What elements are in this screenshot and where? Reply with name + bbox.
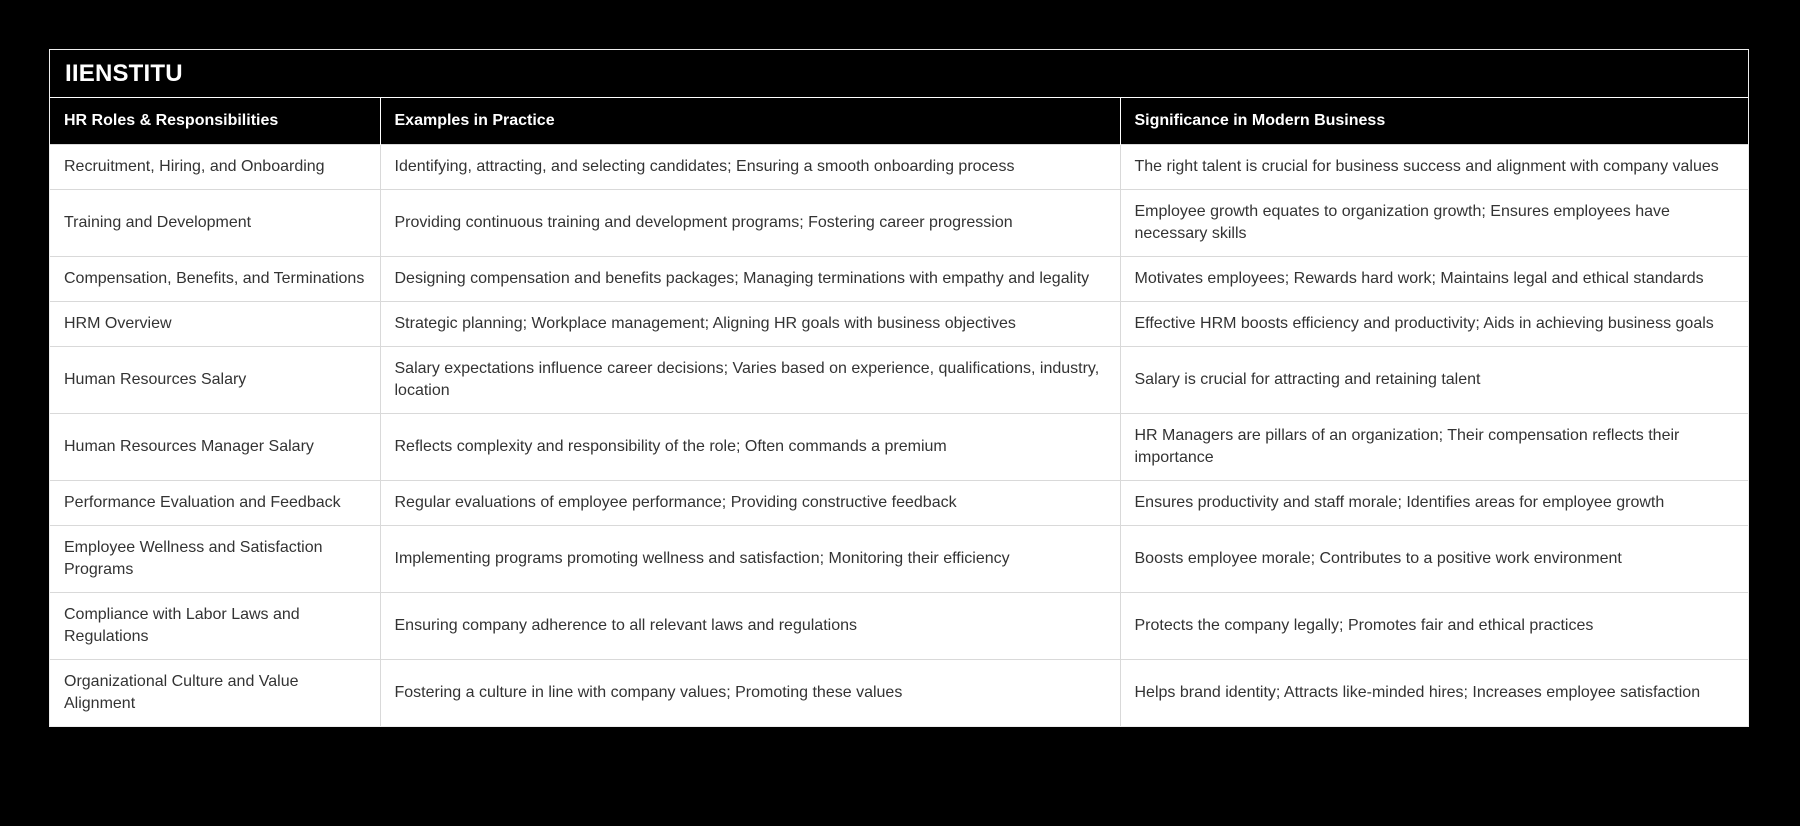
table-cell: Designing compensation and benefits packages; Managing terminations with empathy and legality (380, 257, 1120, 302)
table-panel (49, 49, 1749, 727)
table-cell: Ensures productivity and staff morale; Identifies areas for employee growth (1120, 481, 1748, 526)
table-cell: Strategic planning; Workplace management; Aligning HR goals with business objectives (380, 302, 1120, 347)
column-header-significance: Significance in Modern Business (1120, 98, 1748, 145)
table-cell: Fostering a culture in line with company values; Promoting these values (380, 660, 1120, 727)
table-row (50, 526, 1748, 593)
brand-header (50, 50, 1748, 98)
table-row (50, 481, 1748, 526)
table-cell: Performance Evaluation and Feedback (50, 481, 380, 526)
table-cell: Human Resources Salary (50, 347, 380, 414)
table-row (50, 145, 1748, 190)
table-cell: HRM Overview (50, 302, 380, 347)
table-row (50, 302, 1748, 347)
table-cell: Boosts employee morale; Contributes to a positive work environment (1120, 526, 1748, 593)
table-header (50, 98, 1748, 145)
table-cell: Reflects complexity and responsibility of the role; Often commands a premium (380, 414, 1120, 481)
table-row (50, 257, 1748, 302)
table-cell: Recruitment, Hiring, and Onboarding (50, 145, 380, 190)
table-cell: Providing continuous training and development programs; Fostering career progression (380, 190, 1120, 257)
table-row (50, 347, 1748, 414)
table-cell: HR Managers are pillars of an organization; Their compensation reflects their importance (1120, 414, 1748, 481)
table-cell: Regular evaluations of employee performance; Providing constructive feedback (380, 481, 1120, 526)
table-row (50, 190, 1748, 257)
table-cell: Organizational Culture and Value Alignment (50, 660, 380, 727)
header-row (50, 98, 1748, 145)
table-cell: Salary expectations influence career decisions; Varies based on experience, qualifications, industry, location (380, 347, 1120, 414)
table-cell: Human Resources Manager Salary (50, 414, 380, 481)
table-cell: Employee growth equates to organization growth; Ensures employees have necessary skills (1120, 190, 1748, 257)
table-cell: Employee Wellness and Satisfaction Programs (50, 526, 380, 593)
table-cell: Training and Development (50, 190, 380, 257)
table-cell: Salary is crucial for attracting and retaining talent (1120, 347, 1748, 414)
table-cell: Helps brand identity; Attracts like-minded hires; Increases employee satisfaction (1120, 660, 1748, 727)
column-header-examples: Examples in Practice (380, 98, 1120, 145)
table-cell: The right talent is crucial for business success and alignment with company values (1120, 145, 1748, 190)
column-header-roles: HR Roles & Responsibilities (50, 98, 380, 145)
table-cell: Effective HRM boosts efficiency and productivity; Aids in achieving business goals (1120, 302, 1748, 347)
brand-title: IIENSTITU (65, 59, 183, 87)
table-cell: Compensation, Benefits, and Terminations (50, 257, 380, 302)
table-row (50, 414, 1748, 481)
hr-table (50, 98, 1748, 726)
table-row (50, 593, 1748, 660)
table-cell: Compliance with Labor Laws and Regulations (50, 593, 380, 660)
table-cell: Motivates employees; Rewards hard work; Maintains legal and ethical standards (1120, 257, 1748, 302)
table-cell: Identifying, attracting, and selecting candidates; Ensuring a smooth onboarding process (380, 145, 1120, 190)
table-row (50, 660, 1748, 727)
table-cell: Protects the company legally; Promotes fair and ethical practices (1120, 593, 1748, 660)
table-body (50, 145, 1748, 727)
table-cell: Implementing programs promoting wellness and satisfaction; Monitoring their efficiency (380, 526, 1120, 593)
table-cell: Ensuring company adherence to all relevant laws and regulations (380, 593, 1120, 660)
